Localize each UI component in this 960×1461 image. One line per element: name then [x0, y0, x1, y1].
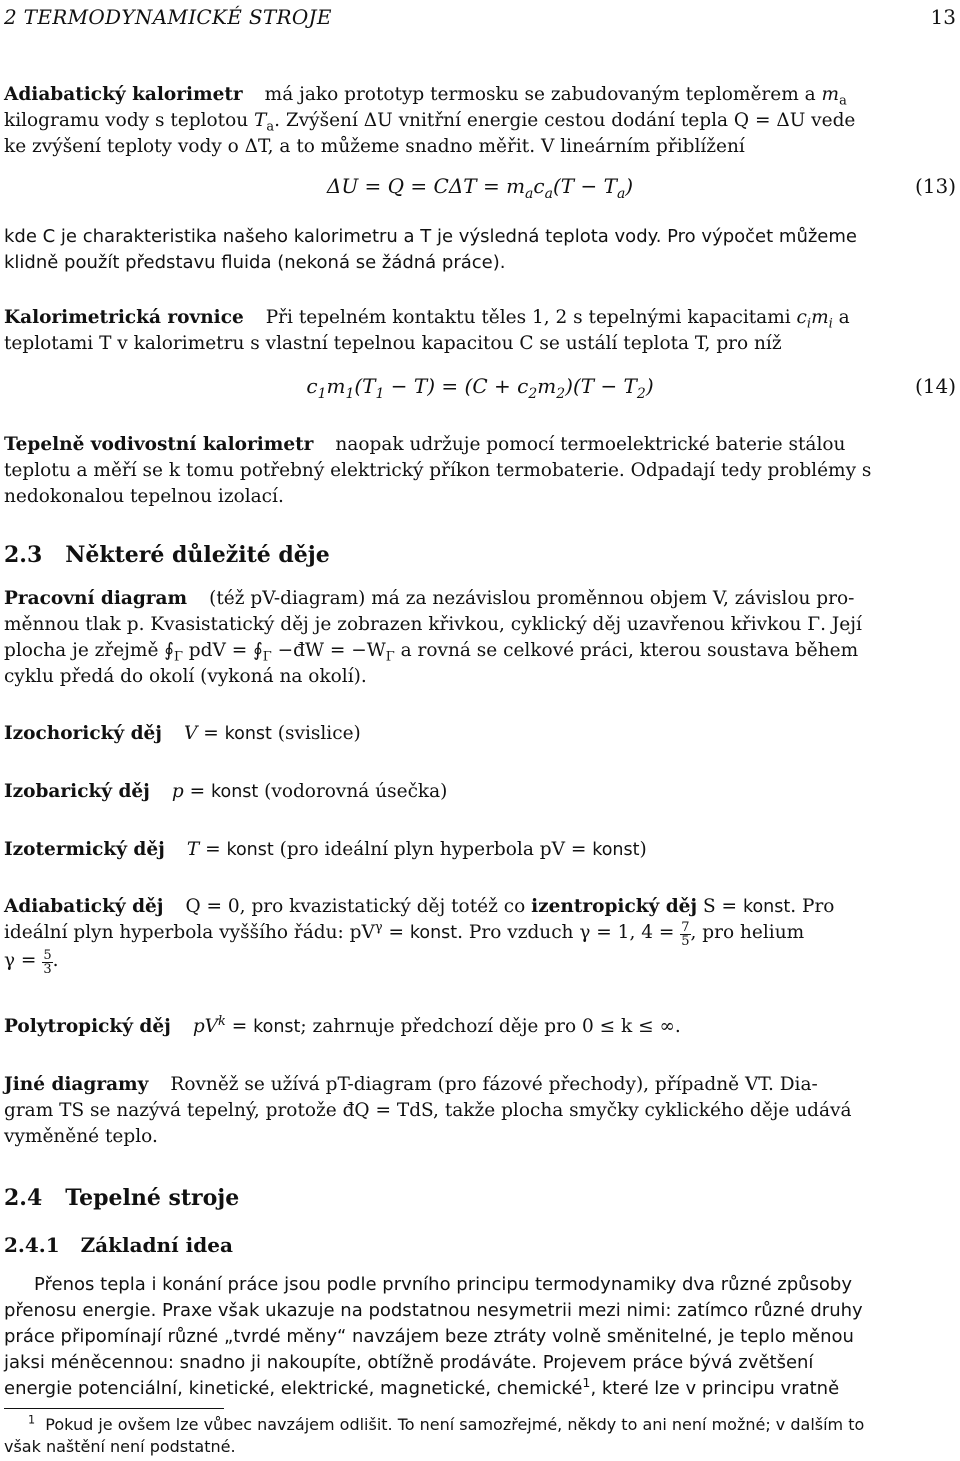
- paragraph-isothermal: Izotermický děj T = konst (pro ideální plyn hyperbola pV = konst): [4, 839, 647, 860]
- term-isothermal: Izotermický děj: [4, 839, 165, 860]
- paragraph-polytropic: Polytropický děj $pV^k$ = konst; zahrnuje předchozí děje pro 0 ≤ k ≤ ∞.: [4, 1013, 681, 1037]
- term-work-diagram: Pracovní diagram: [4, 588, 188, 609]
- term-isochoric: Izochorický děj: [4, 723, 162, 744]
- term-polytropic: Polytropický děj: [4, 1016, 171, 1037]
- footnote-rule: [4, 1408, 224, 1409]
- paragraph-basic-idea: Přenos tepla i konání práce jsou podle prvního principu termodynamiky dva různé způsoby přenosu energie. Praxe však ukazuje na podstatnou nesymetrii mezi nimi: zatímco různé druhy práce připomínají různé „tvrdé měny“ navzájem beze ztráty volně směnitelné, je teplo měnou jaksi méněcennou: snadno ji nakoupíte, obtížně prodáváte. Projevem práce bývá zvětšení energie potenciální, kinetické, elektrické, magnetické, chemické$^1$, které lze v principu vratně: [4, 1274, 863, 1399]
- subsection-heading-2-4-1: 2.4.1 Základní idea: [4, 1233, 233, 1257]
- paragraph-work-diagram: Pracovní diagram (též pV-diagram) má za nezávislou proměnnou objem V, závislou pro- měnnou tlak p. Kvasistatický děj je zobrazen křivkou, cyklický děj uzavřenou křivkou Γ. Její plocha je zřejmě $∮_\Gamma$ pdV = $∮_\Gamma$ −đW = $-W_\Gamma$ a rovná se celkové práci, kterou soustava během cyklu předá do okolí (vykoná na okolí).: [4, 588, 862, 687]
- paragraph-conductive-calorimeter: Tepelně vodivostní kalorimetr naopak udržuje pomocí termoelektrické baterie stálou teplotu a měří se k tomu potřebný elektrický příkon termobaterie. Odpadají tedy problémy s nedokonalou tepelnou izolací.: [4, 434, 872, 507]
- fraction-helium: $\frac{5}{3}$: [43, 948, 52, 977]
- term-isobaric: Izobarický děj: [4, 781, 150, 802]
- running-header: [4, 5, 956, 29]
- term-conductive-calorimeter: Tepelně vodivostní kalorimetr: [4, 434, 314, 455]
- paragraph-isobaric: Izobarický děj p = konst (vodorovná úsečka): [4, 781, 448, 802]
- section-heading-2-3: 2.3 Některé důležité děje: [4, 542, 330, 568]
- section-heading-2-4: 2.4 Tepelné stroje: [4, 1185, 240, 1211]
- page-number: 13: [930, 5, 956, 29]
- paragraph-other-diagrams: Jiné diagramy Rovněž se užívá pT-diagram (pro fázové přechody), případně VT. Dia- gram TS se nazývá tepelný, protože đQ = TdS, takže plocha smyčky cyklického děje udává vyměněné teplo.: [4, 1074, 852, 1147]
- term-other-diagrams: Jiné diagramy: [4, 1074, 149, 1095]
- paragraph-calorimetric-equation: Kalorimetrická rovnice Při tepelném kontaktu těles 1, 2 s tepelnými kapacitami $c_im_i$ a teplotami T v kalorimetru s vlastní tepelnou kapacitou C se ustálí teplota T, pro níž: [4, 307, 850, 354]
- equation-14: $c_1m_1(T_1 - T) = (C + c_2m_2)(T - T_2)$ (14): [306, 374, 956, 402]
- equation-13: $\Delta U = Q = C\Delta T = m_ac_a(T - T_a)$ (13): [326, 174, 956, 202]
- paragraph-adiabatic-calorimeter: Adiabatický kalorimetr má jako prototyp termosku se zabudovaným teploměrem a $m_a$ kilogramu vody s teplotou $T_a$. Zvýšení ΔU vnitřní energie cestou dodání tepla Q = ΔU vede ke zvýšení teploty vody o ΔT, a to můžeme snadno měřit. V lineárním přiblížení: [4, 84, 856, 157]
- chapter-title: 2 TERMODYNAMICKÉ STROJE: [4, 5, 332, 29]
- paragraph-adiabatic-process: Adiabatický děj Q = 0, pro kvazistatický děj totéž co izentropický děj S = konst. Pro ideální plyn hyperbola vyššího řádu: $pV^\gamma$ = konst. Pro vzduch γ = 1, 4 = $\frac{7}{5}$ , pro helium γ = $\frac{5}{3}$ .: [4, 896, 835, 977]
- term-adiabatic-calorimeter: Adiabatický kalorimetr: [4, 84, 243, 105]
- equation-number: (14): [914, 374, 956, 398]
- term-adiabatic-process: Adiabatický děj: [4, 896, 164, 917]
- paragraph-calorimeter-note: kde C je charakteristika našeho kalorimetru a T je výsledná teplota vody. Pro výpočet můžeme klidně použít představu fluida (nekoná se žádná práce).: [4, 226, 857, 273]
- fraction-air: $\frac{7}{5}$: [681, 920, 690, 949]
- footnote-reference[interactable]: 1: [582, 1375, 591, 1390]
- term-calorimetric-equation: Kalorimetrická rovnice: [4, 307, 244, 328]
- footnote: $^1$ Pokud je ovšem lze vůbec navzájem odlišit. To není samozřejmé, někdy to ani není možné; v dalším to však naštění není podstatné.: [4, 1413, 865, 1456]
- equation-number: (13): [914, 174, 956, 198]
- paragraph-isochoric: Izochorický děj V = konst (svislice): [4, 723, 361, 744]
